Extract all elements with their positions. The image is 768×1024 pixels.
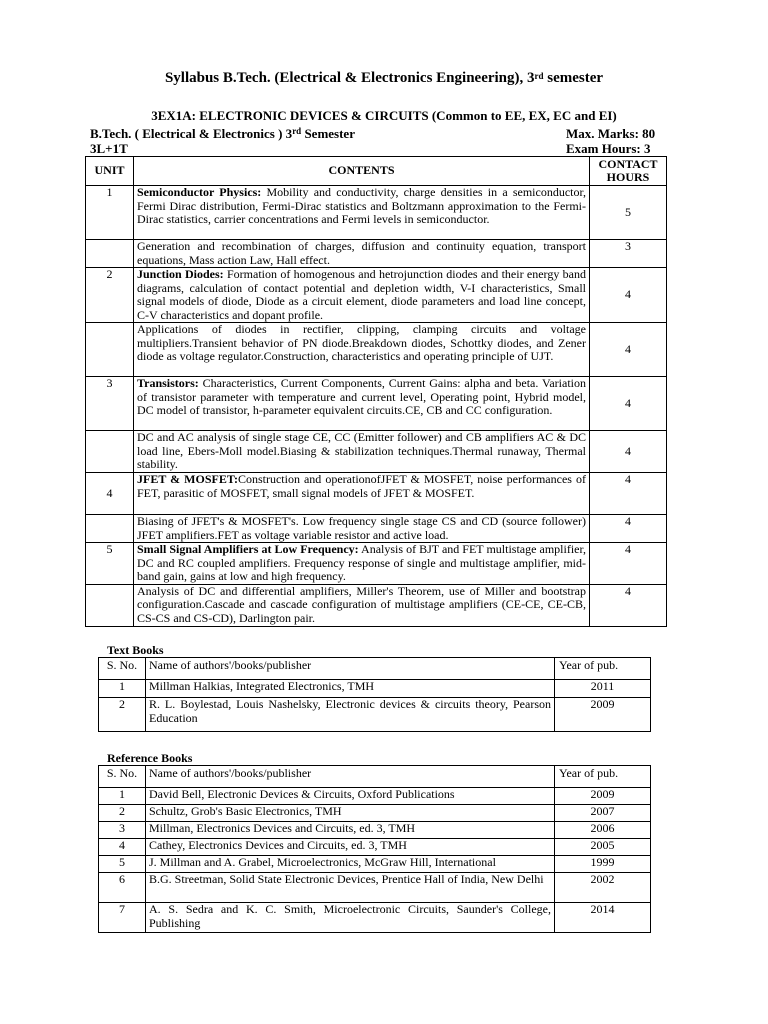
hours-cell: 4 <box>590 543 667 585</box>
contents-cell <box>134 323 590 377</box>
syllabus-row <box>86 186 667 240</box>
book-name-cell: Millman, Electronics Devices and Circuits, ed. 3, TMH <box>146 822 555 839</box>
text-books-header-row <box>99 658 651 680</box>
year-cell: 2005 <box>555 839 651 856</box>
book-row <box>99 788 651 805</box>
unit-cell: 5 <box>86 543 134 585</box>
topic-text: Analysis of BJT and FET multistage amplifier, DC and RC coupled amplifiers. Frequency response of single and multistage amplifier, mid-band gain, gains at low and high frequency. <box>137 542 586 583</box>
hours-cell: 4 <box>590 268 667 323</box>
unit-cell: 4 <box>86 473 134 515</box>
unit-cell <box>86 240 134 268</box>
syllabus-body <box>86 186 667 627</box>
topic-heading: Small Signal Amplifiers at Low Frequency: <box>137 542 359 556</box>
title-main: Syllabus B.Tech. (Electrical & Electronics Engineering), 3 <box>164 70 535 86</box>
book-name-cell: J. Millman and A. Grabel, Microelectronics, McGraw Hill, International <box>146 856 555 873</box>
book-name-cell: David Bell, Electronic Devices & Circuits, Oxford Publications <box>146 788 555 805</box>
syllabus-table <box>85 156 667 627</box>
year-cell: 2009 <box>555 698 651 732</box>
text-books-heading: Text Books <box>107 643 164 657</box>
sno-cell: 1 <box>99 788 146 805</box>
course-name <box>90 127 355 141</box>
sno-cell: 7 <box>99 903 146 933</box>
book-row <box>99 873 651 903</box>
contents-column-header: CONTENTS <box>134 157 590 186</box>
sno-cell: 3 <box>99 822 146 839</box>
year-cell: 2011 <box>555 680 651 698</box>
hours-cell: 4 <box>590 584 667 626</box>
contents-cell <box>134 543 590 585</box>
course-subtitle: 3EX1A: ELECTRONIC DEVICES & CIRCUITS (Common to EE, EX, EC and EI) <box>151 108 617 123</box>
topic-text: Biasing of JFET's & MOSFET's. Low frequency single stage CS and CD (source follower) JFET amplifiers.FET as voltage variable resistor and active load. <box>137 514 586 542</box>
unit-cell <box>86 515 134 543</box>
reference-books-header-row <box>99 766 651 788</box>
contents-cell <box>134 377 590 431</box>
unit-cell <box>86 431 134 473</box>
topic-text: DC and AC analysis of single stage CE, CC (Emitter follower) and CB amplifiers AC & DC load line, Ebers-Moll model.Biasing & stabilization techniques.Thermal runaway, Thermal stability. <box>137 430 586 471</box>
contents-cell <box>134 515 590 543</box>
max-marks: Max. Marks: 80 <box>566 126 656 141</box>
hours-cell: 3 <box>590 240 667 268</box>
reference-books-heading: Reference Books <box>107 751 193 765</box>
lecture-load: 3L+1T <box>90 141 128 156</box>
book-name-cell: R. L. Boylestad, Louis Nashelsky, Electronic devices & circuits theory, Pearson Education <box>146 698 555 732</box>
sno-column-header: S. No. <box>99 766 146 788</box>
unit-cell <box>86 323 134 377</box>
year-cell: 2002 <box>555 873 651 903</box>
sno-cell: 2 <box>99 698 146 732</box>
hours-cell: 4 <box>590 515 667 543</box>
syllabus-row <box>86 377 667 431</box>
syllabus-row <box>86 584 667 626</box>
book-row <box>99 805 651 822</box>
unit-cell <box>86 584 134 626</box>
contents-cell <box>134 240 590 268</box>
contents-cell <box>134 473 590 515</box>
hours-cell: 5 <box>590 186 667 240</box>
book-name-cell: A. S. Sedra and K. C. Smith, Microelectronic Circuits, Saunder's College, Publishing <box>146 903 555 933</box>
topic-text: Mobility and conductivity, charge densities in a semiconductor, Fermi Dirac distribution, Fermi-Dirac statistics and Boltzmann approximation to the Fermi-Dirac statistics, carrier concentrations and Fermi levels in semiconductor. <box>137 185 587 226</box>
unit-cell: 1 <box>86 186 134 240</box>
title-end: semester <box>543 70 604 86</box>
sno-cell: 2 <box>99 805 146 822</box>
hours-cell: 4 <box>590 323 667 377</box>
contents-cell <box>134 431 590 473</box>
topic-text: Formation of homogenous and hetrojunction diodes and their energy band diagrams, calculation of contact potential and depletion width, V-I characteristics, Small signal models of diode, Diode as a circuit element, diode parameters and load line concept, C-V characteristics and dopant profile. <box>137 267 586 322</box>
sno-cell: 4 <box>99 839 146 856</box>
course-superscript: rd <box>292 126 302 136</box>
hours-cell: 4 <box>590 377 667 431</box>
sno-column-header: S. No. <box>99 658 146 680</box>
book-row <box>99 839 651 856</box>
name-column-header: Name of authors'/books/publisher <box>146 766 555 788</box>
book-name-cell: B.G. Streetman, Solid State Electronic Devices, Prentice Hall of India, New Delhi <box>146 873 555 903</box>
course-end: Semester <box>301 126 355 141</box>
unit-cell: 2 <box>86 268 134 323</box>
contents-cell <box>134 268 590 323</box>
topic-text: Construction and operationofJFET & MOSFET, noise performances of FET, parasitic of MOSFET, small signal models of JFET & MOSFET. <box>137 472 586 500</box>
reference-books-table <box>98 765 651 933</box>
book-row <box>99 903 651 933</box>
text-books-table <box>98 657 651 732</box>
book-row <box>99 698 651 732</box>
year-cell: 2006 <box>555 822 651 839</box>
topic-text: Applications of diodes in rectifier, clipping, clamping circuits and voltage multipliers.Transient behavior of PN diode.Breakdown diodes, Schottky diodes, and Zener diode as voltage regulator.Construction, characteristics and operating principle of UJT. <box>137 322 586 363</box>
sno-cell: 6 <box>99 873 146 903</box>
exam-hours: Exam Hours: 3 <box>566 141 651 156</box>
reference-books-body <box>99 788 651 933</box>
topic-text: Characteristics, Current Components, Current Gains: alpha and beta. Variation of transistor parameter with temperature and current level, Operating point, Hybrid model, DC model of transistor, h-parameter equivalent circuits.CE, CB and CC configuration. <box>137 376 586 417</box>
syllabus-row <box>86 473 667 515</box>
contents-cell <box>134 584 590 626</box>
topic-heading: Semiconductor Physics: <box>137 185 262 199</box>
syllabus-row <box>86 431 667 473</box>
name-column-header: Name of authors'/books/publisher <box>146 658 555 680</box>
text-books-body <box>99 680 651 732</box>
year-cell: 1999 <box>555 856 651 873</box>
book-name-cell: Schultz, Grob's Basic Electronics, TMH <box>146 805 555 822</box>
year-cell: 2014 <box>555 903 651 933</box>
hours-column-header: CONTACT HOURS <box>590 157 667 186</box>
topic-text: Analysis of DC and differential amplifiers, Miller's Theorem, use of Miller and bootstrap configuration.Cascade and cascade configuration of multistage amplifiers (CE-CE, CE-CB, CS-CS and CS-CD), Darlington pair. <box>137 583 586 625</box>
topic-heading: Transistors: <box>137 376 199 390</box>
topic-text: Generation and recombination of charges, diffusion and continuity equation, transport equations, Mass action Law, Hall effect. <box>137 239 586 267</box>
topic-heading: Junction Diodes: <box>137 267 224 281</box>
sno-cell: 1 <box>99 680 146 698</box>
topic-heading: JFET & MOSFET: <box>137 472 238 486</box>
year-column-header: Year of pub. <box>555 658 651 680</box>
course-main: B.Tech. ( Electrical & Electronics ) 3 <box>90 126 293 141</box>
syllabus-row <box>86 240 667 268</box>
unit-cell: 3 <box>86 377 134 431</box>
hours-cell: 4 <box>590 431 667 473</box>
book-row <box>99 856 651 873</box>
syllabus-row <box>86 268 667 323</box>
title-superscript: rd <box>534 71 544 81</box>
syllabus-header-row <box>86 157 667 186</box>
syllabus-row <box>86 515 667 543</box>
page-title <box>0 72 768 86</box>
year-cell: 2009 <box>555 788 651 805</box>
syllabus-row <box>86 323 667 377</box>
syllabus-row <box>86 543 667 585</box>
contents-cell <box>134 186 590 240</box>
unit-column-header: UNIT <box>86 157 134 186</box>
book-row <box>99 822 651 839</box>
book-row <box>99 680 651 698</box>
hours-cell: 4 <box>590 473 667 515</box>
year-column-header: Year of pub. <box>555 766 651 788</box>
year-cell: 2007 <box>555 805 651 822</box>
book-name-cell: Cathey, Electronics Devices and Circuits, ed. 3, TMH <box>146 839 555 856</box>
sno-cell: 5 <box>99 856 146 873</box>
book-name-cell: Millman Halkias, Integrated Electronics, TMH <box>146 680 555 698</box>
